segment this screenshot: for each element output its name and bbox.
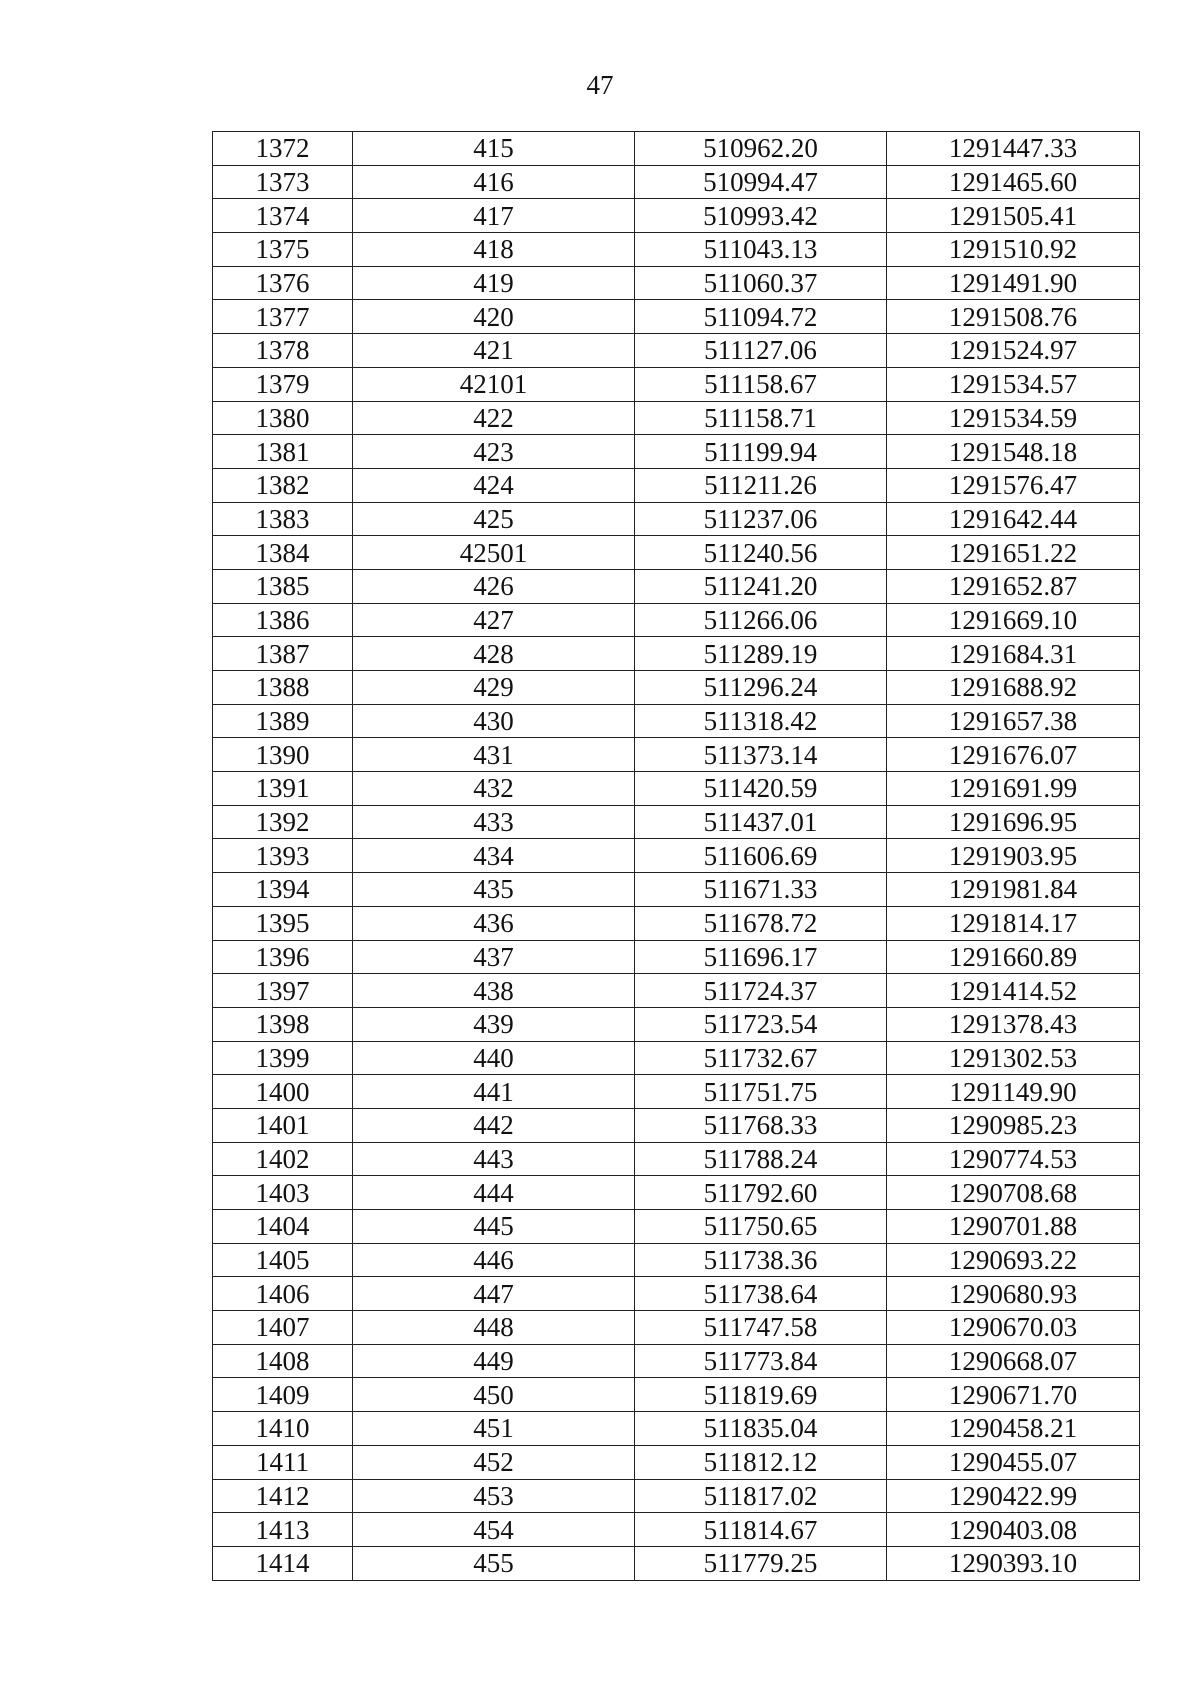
row-number-cell: 1380 <box>213 401 353 435</box>
row-number-cell: 1375 <box>213 233 353 267</box>
table-row <box>213 266 1140 300</box>
x-coordinate-cell: 511792.60 <box>635 1176 887 1210</box>
point-id-cell: 443 <box>353 1142 635 1176</box>
y-coordinate-cell: 1291510.92 <box>887 233 1140 267</box>
y-coordinate-cell: 1290671.70 <box>887 1378 1140 1412</box>
point-id-cell: 421 <box>353 334 635 368</box>
point-id-cell: 435 <box>353 873 635 907</box>
point-id-cell: 419 <box>353 266 635 300</box>
table-row <box>213 805 1140 839</box>
x-coordinate-cell: 511835.04 <box>635 1412 887 1446</box>
x-coordinate-cell: 510994.47 <box>635 165 887 199</box>
x-coordinate-cell: 511738.64 <box>635 1277 887 1311</box>
row-number-cell: 1379 <box>213 367 353 401</box>
row-number-cell: 1397 <box>213 974 353 1008</box>
row-number-cell: 1400 <box>213 1075 353 1109</box>
table-row <box>213 165 1140 199</box>
point-id-cell: 440 <box>353 1041 635 1075</box>
x-coordinate-cell: 511240.56 <box>635 536 887 570</box>
table-row <box>213 974 1140 1008</box>
table-row <box>213 906 1140 940</box>
x-coordinate-cell: 511373.14 <box>635 738 887 772</box>
table-row <box>213 569 1140 603</box>
y-coordinate-cell: 1291414.52 <box>887 974 1140 1008</box>
point-id-cell: 445 <box>353 1210 635 1244</box>
page-number: 47 <box>586 70 614 100</box>
table-row <box>213 1513 1140 1547</box>
x-coordinate-cell: 511127.06 <box>635 334 887 368</box>
table-row <box>213 637 1140 671</box>
point-id-cell: 432 <box>353 772 635 806</box>
point-id-cell: 441 <box>353 1075 635 1109</box>
y-coordinate-cell: 1291576.47 <box>887 468 1140 502</box>
row-number-cell: 1410 <box>213 1412 353 1446</box>
y-coordinate-cell: 1290455.07 <box>887 1445 1140 1479</box>
x-coordinate-cell: 511819.69 <box>635 1378 887 1412</box>
y-coordinate-cell: 1290403.08 <box>887 1513 1140 1547</box>
table-row <box>213 671 1140 705</box>
point-id-cell: 450 <box>353 1378 635 1412</box>
row-number-cell: 1392 <box>213 805 353 839</box>
x-coordinate-cell: 511751.75 <box>635 1075 887 1109</box>
point-id-cell: 417 <box>353 199 635 233</box>
y-coordinate-cell: 1291669.10 <box>887 603 1140 637</box>
table-row <box>213 334 1140 368</box>
x-coordinate-cell: 511606.69 <box>635 839 887 873</box>
point-id-cell: 420 <box>353 300 635 334</box>
table-row <box>213 1041 1140 1075</box>
row-number-cell: 1394 <box>213 873 353 907</box>
row-number-cell: 1381 <box>213 435 353 469</box>
x-coordinate-cell: 511814.67 <box>635 1513 887 1547</box>
row-number-cell: 1387 <box>213 637 353 671</box>
x-coordinate-cell: 511266.06 <box>635 603 887 637</box>
point-id-cell: 418 <box>353 233 635 267</box>
y-coordinate-cell: 1291684.31 <box>887 637 1140 671</box>
row-number-cell: 1372 <box>213 132 353 166</box>
table-row <box>213 704 1140 738</box>
x-coordinate-cell: 511768.33 <box>635 1108 887 1142</box>
point-id-cell: 437 <box>353 940 635 974</box>
table-row <box>213 1176 1140 1210</box>
table-row <box>213 873 1140 907</box>
x-coordinate-cell: 511779.25 <box>635 1546 887 1580</box>
y-coordinate-cell: 1290708.68 <box>887 1176 1140 1210</box>
row-number-cell: 1398 <box>213 1007 353 1041</box>
x-coordinate-cell: 511671.33 <box>635 873 887 907</box>
row-number-cell: 1391 <box>213 772 353 806</box>
row-number-cell: 1406 <box>213 1277 353 1311</box>
row-number-cell: 1399 <box>213 1041 353 1075</box>
x-coordinate-cell: 511817.02 <box>635 1479 887 1513</box>
y-coordinate-cell: 1291652.87 <box>887 569 1140 603</box>
x-coordinate-cell: 511296.24 <box>635 671 887 705</box>
row-number-cell: 1382 <box>213 468 353 502</box>
y-coordinate-cell: 1291642.44 <box>887 502 1140 536</box>
x-coordinate-cell: 511237.06 <box>635 502 887 536</box>
x-coordinate-cell: 511788.24 <box>635 1142 887 1176</box>
table-row <box>213 772 1140 806</box>
y-coordinate-cell: 1290670.03 <box>887 1311 1140 1345</box>
row-number-cell: 1390 <box>213 738 353 772</box>
point-id-cell: 426 <box>353 569 635 603</box>
y-coordinate-cell: 1291378.43 <box>887 1007 1140 1041</box>
table-row <box>213 1007 1140 1041</box>
row-number-cell: 1396 <box>213 940 353 974</box>
x-coordinate-cell: 511043.13 <box>635 233 887 267</box>
table-row <box>213 1210 1140 1244</box>
x-coordinate-cell: 511724.37 <box>635 974 887 1008</box>
y-coordinate-cell: 1291657.38 <box>887 704 1140 738</box>
y-coordinate-cell: 1291524.97 <box>887 334 1140 368</box>
y-coordinate-cell: 1291465.60 <box>887 165 1140 199</box>
row-number-cell: 1386 <box>213 603 353 637</box>
y-coordinate-cell: 1291149.90 <box>887 1075 1140 1109</box>
coordinates-table-body <box>213 132 1140 1581</box>
point-id-cell: 436 <box>353 906 635 940</box>
table-row <box>213 233 1140 267</box>
table-row <box>213 1277 1140 1311</box>
row-number-cell: 1407 <box>213 1311 353 1345</box>
row-number-cell: 1402 <box>213 1142 353 1176</box>
point-id-cell: 453 <box>353 1479 635 1513</box>
y-coordinate-cell: 1291676.07 <box>887 738 1140 772</box>
x-coordinate-cell: 511812.12 <box>635 1445 887 1479</box>
y-coordinate-cell: 1291447.33 <box>887 132 1140 166</box>
y-coordinate-cell: 1291696.95 <box>887 805 1140 839</box>
row-number-cell: 1404 <box>213 1210 353 1244</box>
point-id-cell: 42101 <box>353 367 635 401</box>
y-coordinate-cell: 1291660.89 <box>887 940 1140 974</box>
x-coordinate-cell: 511420.59 <box>635 772 887 806</box>
point-id-cell: 434 <box>353 839 635 873</box>
row-number-cell: 1385 <box>213 569 353 603</box>
x-coordinate-cell: 511723.54 <box>635 1007 887 1041</box>
table-row <box>213 1243 1140 1277</box>
point-id-cell: 447 <box>353 1277 635 1311</box>
table-row <box>213 839 1140 873</box>
point-id-cell: 430 <box>353 704 635 738</box>
y-coordinate-cell: 1290393.10 <box>887 1546 1140 1580</box>
point-id-cell: 428 <box>353 637 635 671</box>
y-coordinate-cell: 1291302.53 <box>887 1041 1140 1075</box>
x-coordinate-cell: 511094.72 <box>635 300 887 334</box>
x-coordinate-cell: 511747.58 <box>635 1311 887 1345</box>
point-id-cell: 427 <box>353 603 635 637</box>
table-row <box>213 1445 1140 1479</box>
y-coordinate-cell: 1290680.93 <box>887 1277 1140 1311</box>
row-number-cell: 1413 <box>213 1513 353 1547</box>
row-number-cell: 1403 <box>213 1176 353 1210</box>
x-coordinate-cell: 511211.26 <box>635 468 887 502</box>
table-row <box>213 1378 1140 1412</box>
x-coordinate-cell: 511060.37 <box>635 266 887 300</box>
x-coordinate-cell: 511773.84 <box>635 1344 887 1378</box>
row-number-cell: 1389 <box>213 704 353 738</box>
point-id-cell: 444 <box>353 1176 635 1210</box>
x-coordinate-cell: 511696.17 <box>635 940 887 974</box>
y-coordinate-cell: 1291505.41 <box>887 199 1140 233</box>
x-coordinate-cell: 511241.20 <box>635 569 887 603</box>
table-row <box>213 1479 1140 1513</box>
x-coordinate-cell: 511437.01 <box>635 805 887 839</box>
y-coordinate-cell: 1291548.18 <box>887 435 1140 469</box>
point-id-cell: 452 <box>353 1445 635 1479</box>
row-number-cell: 1409 <box>213 1378 353 1412</box>
table-row <box>213 603 1140 637</box>
point-id-cell: 438 <box>353 974 635 1008</box>
table-row <box>213 1142 1140 1176</box>
x-coordinate-cell: 511678.72 <box>635 906 887 940</box>
table-row <box>213 1108 1140 1142</box>
y-coordinate-cell: 1290693.22 <box>887 1243 1140 1277</box>
table-row <box>213 1344 1140 1378</box>
x-coordinate-cell: 511738.36 <box>635 1243 887 1277</box>
y-coordinate-cell: 1291688.92 <box>887 671 1140 705</box>
row-number-cell: 1411 <box>213 1445 353 1479</box>
row-number-cell: 1395 <box>213 906 353 940</box>
x-coordinate-cell: 511318.42 <box>635 704 887 738</box>
table-row <box>213 367 1140 401</box>
row-number-cell: 1374 <box>213 199 353 233</box>
table-row <box>213 199 1140 233</box>
y-coordinate-cell: 1291981.84 <box>887 873 1140 907</box>
x-coordinate-cell: 511289.19 <box>635 637 887 671</box>
point-id-cell: 451 <box>353 1412 635 1446</box>
y-coordinate-cell: 1290701.88 <box>887 1210 1140 1244</box>
coordinates-table <box>212 131 1140 1581</box>
table-row <box>213 536 1140 570</box>
x-coordinate-cell: 511199.94 <box>635 435 887 469</box>
point-id-cell: 454 <box>353 1513 635 1547</box>
table-row <box>213 401 1140 435</box>
row-number-cell: 1401 <box>213 1108 353 1142</box>
row-number-cell: 1373 <box>213 165 353 199</box>
point-id-cell: 425 <box>353 502 635 536</box>
table-row <box>213 940 1140 974</box>
y-coordinate-cell: 1291651.22 <box>887 536 1140 570</box>
table-row <box>213 502 1140 536</box>
x-coordinate-cell: 511732.67 <box>635 1041 887 1075</box>
point-id-cell: 448 <box>353 1311 635 1345</box>
point-id-cell: 431 <box>353 738 635 772</box>
row-number-cell: 1408 <box>213 1344 353 1378</box>
row-number-cell: 1376 <box>213 266 353 300</box>
x-coordinate-cell: 511750.65 <box>635 1210 887 1244</box>
y-coordinate-cell: 1290458.21 <box>887 1412 1140 1446</box>
point-id-cell: 449 <box>353 1344 635 1378</box>
x-coordinate-cell: 511158.67 <box>635 367 887 401</box>
y-coordinate-cell: 1291691.99 <box>887 772 1140 806</box>
row-number-cell: 1384 <box>213 536 353 570</box>
y-coordinate-cell: 1290422.99 <box>887 1479 1140 1513</box>
row-number-cell: 1378 <box>213 334 353 368</box>
row-number-cell: 1383 <box>213 502 353 536</box>
table-row <box>213 300 1140 334</box>
point-id-cell: 422 <box>353 401 635 435</box>
table-row <box>213 738 1140 772</box>
table-row <box>213 1412 1140 1446</box>
point-id-cell: 446 <box>353 1243 635 1277</box>
table-row <box>213 132 1140 166</box>
table-row <box>213 1546 1140 1580</box>
x-coordinate-cell: 510993.42 <box>635 199 887 233</box>
y-coordinate-cell: 1291903.95 <box>887 839 1140 873</box>
point-id-cell: 429 <box>353 671 635 705</box>
y-coordinate-cell: 1291534.57 <box>887 367 1140 401</box>
point-id-cell: 416 <box>353 165 635 199</box>
point-id-cell: 433 <box>353 805 635 839</box>
y-coordinate-cell: 1290985.23 <box>887 1108 1140 1142</box>
table-row <box>213 468 1140 502</box>
x-coordinate-cell: 510962.20 <box>635 132 887 166</box>
row-number-cell: 1414 <box>213 1546 353 1580</box>
point-id-cell: 424 <box>353 468 635 502</box>
point-id-cell: 423 <box>353 435 635 469</box>
y-coordinate-cell: 1290668.07 <box>887 1344 1140 1378</box>
row-number-cell: 1405 <box>213 1243 353 1277</box>
y-coordinate-cell: 1291814.17 <box>887 906 1140 940</box>
point-id-cell: 455 <box>353 1546 635 1580</box>
row-number-cell: 1393 <box>213 839 353 873</box>
table-row <box>213 1075 1140 1109</box>
point-id-cell: 442 <box>353 1108 635 1142</box>
y-coordinate-cell: 1290774.53 <box>887 1142 1140 1176</box>
y-coordinate-cell: 1291534.59 <box>887 401 1140 435</box>
point-id-cell: 42501 <box>353 536 635 570</box>
point-id-cell: 439 <box>353 1007 635 1041</box>
x-coordinate-cell: 511158.71 <box>635 401 887 435</box>
y-coordinate-cell: 1291508.76 <box>887 300 1140 334</box>
point-id-cell: 415 <box>353 132 635 166</box>
table-row <box>213 435 1140 469</box>
table-row <box>213 1311 1140 1345</box>
row-number-cell: 1412 <box>213 1479 353 1513</box>
y-coordinate-cell: 1291491.90 <box>887 266 1140 300</box>
row-number-cell: 1377 <box>213 300 353 334</box>
row-number-cell: 1388 <box>213 671 353 705</box>
